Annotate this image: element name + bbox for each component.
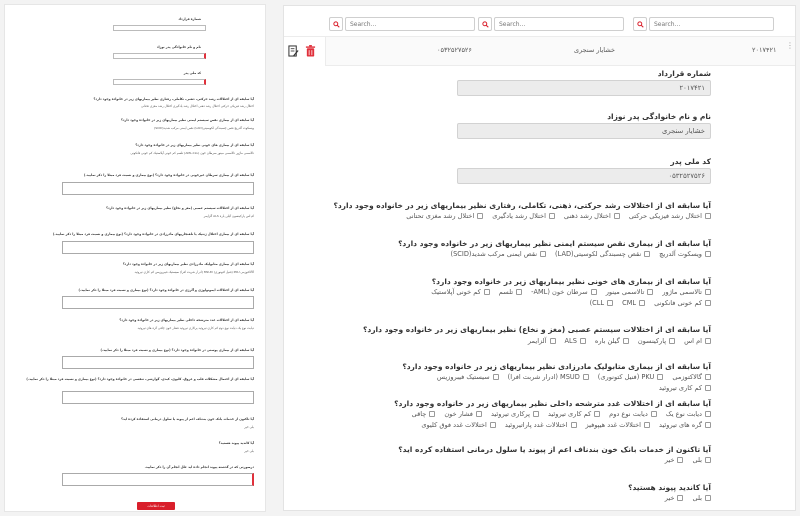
checkbox[interactable]	[705, 457, 711, 463]
checkbox[interactable]	[705, 289, 711, 295]
checkbox-option[interactable]	[598, 373, 664, 381]
checkbox[interactable]	[484, 289, 490, 295]
form-question-12: آیا تاکنون از خدمات بانک خون بندناف اعم از پیوند یا سلول درمانی استفاده کرده اید؟	[121, 417, 254, 421]
checkbox[interactable]	[533, 411, 539, 417]
checkbox-label: تلسم	[498, 288, 514, 296]
checkbox-option[interactable]	[672, 373, 711, 381]
checkbox[interactable]	[477, 213, 483, 219]
search-box-col-2[interactable]	[494, 17, 624, 31]
form-question-11: آیا سابقه ای از احتمال مشکلات قلب و عروق، کلیوی، کبدی، گوارشی، تنفسی در خانواده وجود دارد؟ (نوع بیماری و نسبت فرد مبتلا را ذکر نمایید.)	[26, 377, 254, 381]
checkbox-label: چاقی	[411, 410, 427, 418]
search-button-col-3[interactable]	[329, 17, 343, 31]
checkbox-label: ویسکوت آلدریچ	[659, 250, 702, 258]
checkbox[interactable]	[644, 251, 650, 257]
detail-label-father-name: نام و نام خانوادگی پدر نوزاد	[607, 112, 711, 121]
search-button-col-1[interactable]	[633, 17, 647, 31]
detail-question-1: آیا سابقه ای از اختلالات رشد حرکتی، ذهنی، تکاملی، رفتاری نظیر بیماریهای زیر در خانواده وجود دارد؟	[333, 201, 711, 210]
checkbox-label: کم خونی آپلاستیک	[431, 288, 481, 296]
checkbox-label: پرکاری تیروئید	[490, 410, 530, 418]
search-box-col-1[interactable]	[649, 17, 774, 31]
checkbox-label: گالاکتوزمی	[672, 373, 702, 381]
checkbox-option[interactable]	[499, 288, 522, 296]
checkbox[interactable]	[614, 213, 620, 219]
search-input-col-3[interactable]	[346, 18, 474, 30]
checkbox-option[interactable]	[508, 373, 589, 381]
detail-question-2: آیا سابقه ای از بیماری نقص سیستم ایمنی نظیر بیماریهای زیر در خانواده وجود دارد؟	[398, 239, 711, 248]
detail-contract-number: ۲۰۱۷۴۲۱	[457, 80, 711, 96]
detail-question-6-options	[381, 410, 711, 432]
checkbox[interactable]	[705, 300, 711, 306]
checkbox-option[interactable]	[590, 299, 614, 307]
checkbox-label: خیر	[664, 494, 675, 502]
checkbox-label: CLL)	[589, 299, 605, 307]
form-question-7-options[interactable]: گالاکتوزمی PKU (فنیل کتونوری) MSUD (ادرار شربت افرا) سیستیک فیبروزیس کم کاری تیروئید	[134, 270, 254, 274]
table-row[interactable]	[284, 36, 795, 66]
checkbox-option[interactable]	[606, 288, 654, 296]
form-question-14: درصورتی که در گذشته پیوند انجام داده اید علل انجام آن را ذکر نمایید.	[144, 465, 254, 469]
checkbox[interactable]	[490, 422, 496, 428]
checkbox-option[interactable]	[665, 456, 684, 464]
form-question-2-options[interactable]: ویسکوت آلدریچ نقص چسبندگی لکوسیتی(LAD) نقص ایمنی مرکب شدید(SCID)	[154, 126, 254, 130]
search-input-col-2[interactable]	[495, 18, 623, 30]
search-input-col-1[interactable]	[650, 18, 773, 30]
checkbox-label: CML	[622, 299, 637, 307]
checkbox-option[interactable]	[548, 410, 600, 418]
form-question-13-options[interactable]: بلی خیر	[244, 449, 254, 453]
checkbox[interactable]	[571, 422, 577, 428]
checkbox-option[interactable]	[528, 337, 556, 345]
checkbox[interactable]	[705, 495, 711, 501]
checkbox-label: اختلال رشد یادگیری	[492, 212, 546, 220]
checkbox-label: اختلال رشد مغزی تحتانی	[406, 212, 475, 220]
checkbox-label: ALS	[564, 337, 577, 345]
detail-question-3: آیا سابقه ای از بیماری های خونی نظیر بیماریهای زیر در خانواده وجود دارد؟	[431, 277, 711, 286]
checkbox-label: خیر	[664, 456, 675, 464]
checkbox-option[interactable]	[431, 288, 490, 296]
checkbox[interactable]	[651, 411, 657, 417]
checkbox-option[interactable]	[531, 288, 597, 296]
form-question-13: آیا کاندید پیوند هستید؟	[218, 441, 254, 445]
checkbox[interactable]	[607, 300, 613, 306]
detail-question-4-options	[381, 337, 711, 348]
checkbox-label: دیابت نوع یک	[665, 410, 702, 418]
records-panel	[283, 5, 796, 511]
checkbox[interactable]	[705, 411, 711, 417]
detail-question-2-options	[381, 250, 711, 261]
detail-question-6: آیا سابقه ای از اختلالات غدد مترشحه داخلی نظیر بیماریهای زیر در خانواده وجود دارد؟	[394, 399, 711, 408]
detail-question-5: آیا سابقه ای از بیماری متابولیک مادرزادی نظیر بیماریهای زیر در خانواده وجود دارد؟	[402, 362, 711, 371]
checkbox[interactable]	[623, 338, 629, 344]
checkbox-label: بلی	[692, 456, 702, 464]
form-question-4: آیا سابقه ای از بیماری سرطان غیرخونی در خانواده وجود دارد؟ (نوع بیماری و نسبت فرد مبتلا را ذکر نمایید.)	[84, 173, 254, 177]
checkbox[interactable]	[591, 289, 597, 295]
checkbox[interactable]	[429, 411, 435, 417]
checkbox-option[interactable]	[609, 410, 657, 418]
checkbox-label: ام اس	[684, 337, 702, 345]
checkbox-label: MSUD (ادرار شربت افرا)	[507, 373, 580, 381]
checkbox[interactable]	[705, 385, 711, 391]
checkbox-option[interactable]	[555, 250, 650, 258]
form-question-3-options[interactable]: تالاسمی ماژور تالاسمی مینور سرطان خون (AML-CLL) تلسم کم خونی آپلاستیک کم خونی فانکونی	[130, 151, 254, 155]
checkbox-option[interactable]	[412, 410, 436, 418]
checkbox-label: تالاسمی ماژور	[662, 288, 702, 296]
checkbox-option[interactable]	[692, 494, 711, 502]
checkbox-option[interactable]	[564, 212, 620, 220]
checkbox-option[interactable]	[666, 410, 711, 418]
checkbox[interactable]	[516, 289, 522, 295]
checkbox[interactable]	[677, 457, 683, 463]
form-question-8: آیا سابقه ای از اختلالات ایمونولوژی و آلرژی در خانواده وجود دارد؟ (نوع بیماری و نسبت فرد مبتلا را ذکر نمایید.)	[78, 288, 254, 292]
checkbox[interactable]	[657, 374, 663, 380]
checkbox[interactable]	[639, 300, 645, 306]
checkbox-label: بلی	[692, 494, 702, 502]
checkbox[interactable]	[476, 411, 482, 417]
checkbox-option[interactable]	[595, 337, 629, 345]
checkbox-label: فشار خون	[444, 410, 473, 418]
checkbox-label: اختلالات غدد هیپوفیز	[585, 421, 641, 429]
checkbox[interactable]	[705, 374, 711, 380]
checkbox-label: سیستیک فیبروزیس	[436, 373, 490, 381]
form-question-11-textarea[interactable]	[62, 391, 254, 404]
registration-form-panel	[4, 4, 266, 512]
checkbox-label: پارکینسون	[637, 337, 667, 345]
checkbox[interactable]	[705, 251, 711, 257]
checkbox-label: کم خونی فانکونی	[654, 299, 702, 307]
form-question-5: آیا سابقه ای از اختلالات سیستم عصبی (مغز و نخاع) نظیر بیماریهای زیر در خانواده وجود دارد؟	[106, 206, 254, 210]
checkbox-option[interactable]	[662, 288, 711, 296]
form-question-1: آیا سابقه ای از اختلالات رشد حرکتی، ذهنی، تکاملی، رفتاری نظیر بیماریهای زیر در خانواده وجود دارد؟	[93, 97, 254, 101]
detail-question-7-options	[381, 456, 711, 467]
checkbox-option[interactable]	[505, 421, 577, 429]
search-icon	[637, 21, 644, 28]
form-question-12-options[interactable]: بلی خیر	[244, 425, 254, 429]
checkbox[interactable]	[594, 411, 600, 417]
checkbox-option[interactable]	[565, 337, 586, 345]
checkbox-option[interactable]	[659, 250, 711, 258]
form-question-6-textarea[interactable]	[62, 241, 254, 254]
checkbox-label: کم کاری تیروئید	[658, 384, 702, 392]
checkbox-label: اختلال رشد فیزیکی حرکتی	[628, 212, 702, 220]
checkbox-option[interactable]	[622, 299, 645, 307]
detail-question-8: آیا کاندید پیوند هستید؟	[628, 483, 711, 492]
checkbox-option[interactable]	[638, 337, 675, 345]
checkbox-label: تالاسمی مینور	[605, 288, 645, 296]
checkbox-option[interactable]	[659, 384, 711, 392]
checkbox[interactable]	[705, 422, 711, 428]
checkbox-option[interactable]	[629, 212, 711, 220]
checkbox[interactable]	[647, 289, 653, 295]
form-question-9: آیا سابقه ای از اختلالات غدد مترشحه داخلی نظیر بیماریهای زیر در خانواده وجود دارد؟	[119, 318, 254, 322]
detail-father-name: خشایار سنجری	[457, 123, 711, 139]
form-question-10: آیا سابقه ای از بیماری پوستی در خانواده وجود دارد؟ (نوع بیماری و نسبت فرد مبتلا را ذکر نمایید.)	[100, 348, 254, 352]
checkbox-option[interactable]	[406, 212, 483, 220]
detail-question-7: آیا تاکنون از خدمات بانک خون بندناف اعم از پیوند یا سلول درمانی استفاده کرده اید؟	[398, 445, 711, 454]
checkbox-option[interactable]	[692, 456, 711, 464]
checkbox-option[interactable]	[684, 337, 711, 345]
checkbox[interactable]	[644, 422, 650, 428]
checkbox[interactable]	[580, 338, 586, 344]
checkbox[interactable]	[669, 338, 675, 344]
form-question-3: آیا سابقه ای از بیماری های خونی نظیر بیماریهای زیر در خانواده وجود دارد؟	[135, 143, 254, 147]
form-question-4-textarea[interactable]	[62, 182, 254, 195]
form-question-1-options[interactable]: اختلال رشد فیزیکی حرکتی اختلال رشد ذهنی اختلال رشد یادگیری اختلال رشد مغزی تحتانی	[141, 104, 254, 108]
checkbox-option[interactable]	[444, 410, 482, 418]
checkbox-option[interactable]	[492, 212, 555, 220]
cell-national-id: ۰۵۳۲۵۲۷۵۲۶	[437, 46, 472, 54]
checkbox-option[interactable]	[491, 410, 539, 418]
detail-label-contract: شماره قرارداد	[657, 69, 711, 78]
form-question-9-options[interactable]: دیابت نوع یک دیابت نوع دوم کم کاری تیروئید پرکاری تیروئید فشار خون چاقی گره های تیروئید	[137, 326, 254, 330]
detail-question-5-options	[381, 373, 711, 395]
checkbox[interactable]	[493, 374, 499, 380]
form-question-14-textarea[interactable]	[62, 473, 254, 486]
search-icon	[482, 21, 489, 28]
checkbox-option[interactable]	[421, 421, 496, 429]
field-label-contract: شماره قرارداد	[178, 17, 201, 21]
form-question-5-options[interactable]: ام اس پارکینسون گیلن باره ALS آلزایمر	[203, 214, 254, 218]
contract-number-input[interactable]	[113, 25, 206, 31]
checkbox-option[interactable]	[451, 250, 547, 258]
form-question-2: آیا سابقه ای از بیماری نقص سیستم ایمنی نظیر بیماریهای زیر در خانواده وجود دارد؟	[121, 118, 254, 122]
detail-national-id: ۰۵۳۲۵۲۷۵۲۶	[457, 168, 711, 184]
detail-question-1-options	[381, 212, 711, 223]
detail-question-3-options	[381, 288, 711, 310]
cell-contract-number: ۲۰۱۷۴۲۱	[752, 46, 777, 54]
submit-button[interactable]: ثبت اطلاعات	[137, 502, 175, 510]
checkbox[interactable]	[540, 251, 546, 257]
checkbox-option[interactable]	[659, 421, 711, 429]
row-menu-icon[interactable]: ⋮	[786, 41, 794, 50]
checkbox-label: دیابت نوع دوم	[609, 410, 648, 418]
checkbox[interactable]	[705, 338, 711, 344]
checkbox[interactable]	[583, 374, 589, 380]
form-question-7: آیا سابقه ای از بیماری متابولیک مادرزادی نظیر بیماریهای زیر در خانواده وجود دارد؟	[122, 262, 254, 266]
form-question-8-textarea[interactable]	[62, 296, 254, 309]
form-question-6: آیا سابقه ای از بیماری اختلال ژنتیک یا ناهنجاریهای مادرزادی در خانواده وجود دارد؟ (نوع بیماری و نسبت فرد مبتلا را ذکر نمایید.)	[52, 232, 254, 236]
checkbox-label: آلزایمر	[527, 337, 547, 345]
checkbox-label: اختلال رشد ذهنی	[563, 212, 611, 220]
checkbox[interactable]	[677, 495, 683, 501]
national-id-input[interactable]	[113, 79, 206, 85]
checkbox-option[interactable]	[437, 373, 499, 381]
form-question-10-textarea[interactable]	[62, 356, 254, 369]
field-label-father-name: نام و نام خانوادگی پدر نوزاد	[156, 45, 201, 49]
checkbox-label: PKU (فنیل کتونوری)	[597, 373, 655, 381]
checkbox[interactable]	[549, 213, 555, 219]
row-actions	[284, 37, 326, 66]
detail-label-national-id: کد ملی پدر	[670, 157, 711, 166]
checkbox-label: کم کاری تیروئید	[547, 410, 592, 418]
search-icon	[333, 21, 340, 28]
search-button-col-2[interactable]	[478, 17, 492, 31]
edit-form-icon[interactable]	[288, 45, 299, 57]
father-name-input[interactable]	[113, 53, 206, 59]
checkbox[interactable]	[705, 213, 711, 219]
checkbox-option[interactable]	[654, 299, 711, 307]
checkbox-label: نقص چسبندگی لکوسیتی(LAD)	[555, 250, 642, 258]
checkbox[interactable]	[550, 338, 556, 344]
checkbox-option[interactable]	[586, 421, 650, 429]
checkbox-label: سرطان خون (AML-	[531, 288, 588, 296]
checkbox-label: گره های تیروئید	[658, 421, 702, 429]
checkbox-label: اختلالات غدد پاراتیروئید	[504, 421, 568, 429]
search-box-col-3[interactable]	[345, 17, 475, 31]
cell-father-name: خشایار سنجری	[574, 46, 616, 54]
checkbox-label: اختلالات غدد فوق کلیوی	[421, 421, 487, 429]
detail-question-8-options	[381, 494, 711, 505]
checkbox-option[interactable]	[665, 494, 684, 502]
checkbox-label: گیلن باره	[594, 337, 620, 345]
checkbox-label: نقص ایمنی مرکب شدید(SCID)	[450, 250, 538, 258]
detail-question-4: آیا سابقه ای از اختلالات سیستم عصبی (مغز و نخاع) نظیر بیماریهای زیر در خانواده وجود دارد؟	[363, 325, 711, 334]
delete-icon[interactable]	[305, 45, 316, 57]
field-label-national-id: کد ملی پدر	[183, 71, 201, 75]
